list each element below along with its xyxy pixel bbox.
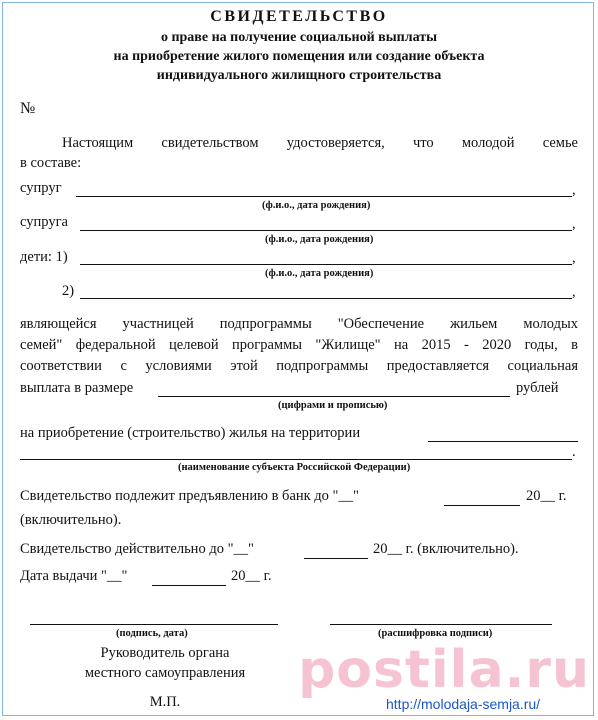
region-caption: (наименование субъекта Российской Федерации) [178, 462, 411, 473]
intro-line-1: Настоящим свидетельством удостоверяется, что молодой семье [62, 135, 578, 151]
territory-dot: . [572, 444, 576, 460]
amount-fill-line [158, 396, 510, 397]
territory-fill-line-2 [20, 459, 572, 460]
paragraph-line-3: соответствии с условиями этой подпрограммы предоставляется социальная [20, 358, 578, 374]
document-title: СВИДЕТЕЛЬСТВО [210, 8, 388, 25]
bank-inclusive: (включительно). [20, 512, 122, 528]
issue-month-line [152, 585, 226, 586]
role-line-1: Руководитель органа [100, 645, 230, 661]
number-label: № [20, 100, 36, 117]
child1-caption: (ф.и.о., дата рождения) [265, 268, 374, 279]
child2-fill-line [80, 298, 572, 299]
valid-suffix: 20__ г. (включительно). [373, 541, 519, 557]
amount-label: выплата в размере [20, 380, 134, 396]
husband-comma: , [572, 182, 576, 198]
stamp-label: М.П. [149, 694, 181, 710]
name-decoding-line [330, 624, 552, 625]
title-line-2: на приобретение жилого помещения или создание объекта [113, 49, 485, 64]
title-line-1: о праве на получение социальной выплаты [160, 30, 438, 45]
watermark-logo: postila.ru [298, 640, 590, 700]
bank-label: Свидетельство подлежит предъявлению в банк до "__" [20, 488, 359, 504]
territory-label: на приобретение (строительство) жилья на территории [20, 425, 361, 441]
valid-month-line [304, 558, 368, 559]
intro-line-2: в составе: [20, 155, 82, 171]
role-line-2: местного самоуправления [84, 665, 246, 681]
title-line-3: индивидуального жилищного строительства [156, 68, 442, 83]
wife-comma: , [572, 216, 576, 232]
paragraph-line-2: семей" федеральной целевой программы "Жилище" на 2015 - 2020 годы, в [20, 337, 578, 353]
paragraph-line-1: являющейся участницей подпрограммы "Обеспечение жильем молодых [20, 316, 578, 332]
wife-label: супруга [20, 214, 68, 230]
child1-comma: , [572, 250, 576, 266]
issue-suffix: 20__ г. [231, 568, 272, 584]
source-url-link[interactable]: http://molodaja-semja.ru/ [386, 696, 541, 712]
bank-month-line [444, 505, 520, 506]
amount-caption: (цифрами и прописью) [278, 400, 388, 411]
name-decoding-caption: (расшифровка подписи) [378, 628, 493, 639]
child2-label: 2) [62, 283, 75, 299]
husband-caption: (ф.и.о., дата рождения) [262, 200, 371, 211]
wife-caption: (ф.и.о., дата рождения) [265, 234, 374, 245]
child1-fill-line [80, 264, 572, 265]
territory-fill-line [428, 441, 578, 442]
rubles-label: рублей [516, 380, 559, 396]
bank-year: 20__ г. [526, 488, 567, 504]
issue-label: Дата выдачи "__" [20, 568, 128, 584]
wife-fill-line [80, 230, 572, 231]
husband-label: супруг [20, 180, 62, 196]
valid-label: Свидетельство действительно до "__" [20, 541, 254, 557]
husband-fill-line [76, 196, 572, 197]
child2-comma: , [572, 284, 576, 300]
signature-line [30, 624, 278, 625]
signature-caption: (подпись, дата) [116, 628, 188, 639]
children-label: дети: 1) [20, 249, 68, 265]
